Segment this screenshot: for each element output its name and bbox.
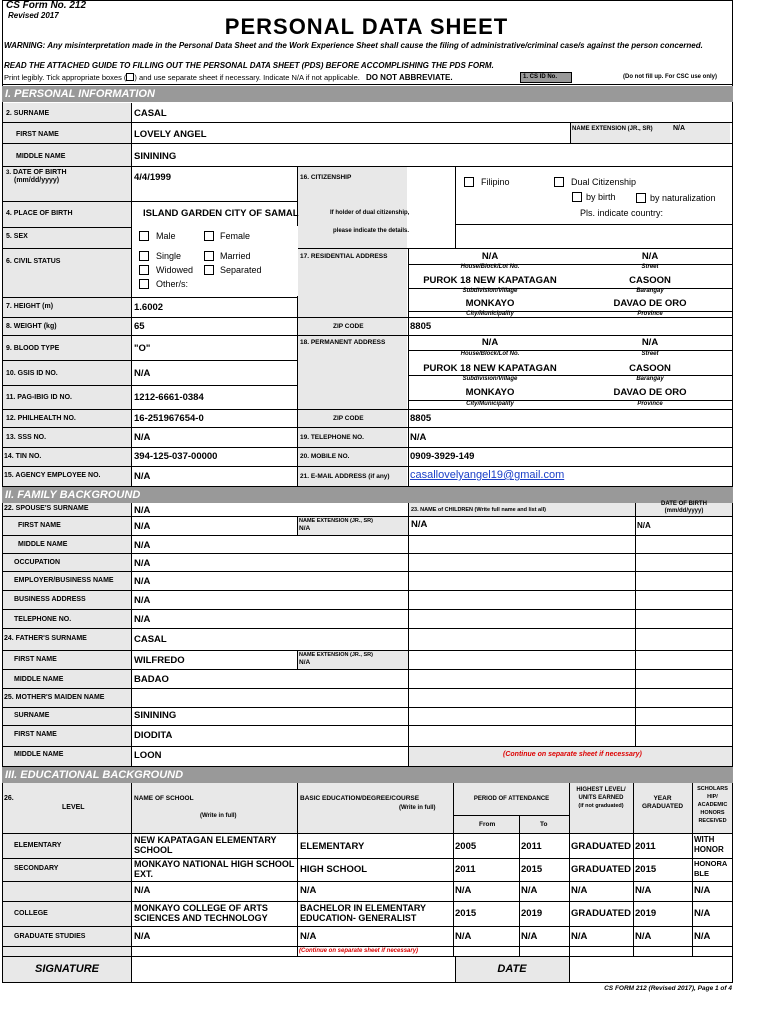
by-naturalization-label: by naturalization: [650, 193, 716, 203]
label-place-of-birth: 4. PLACE OF BIRTH: [6, 210, 73, 217]
father-first-value: WILFREDO: [134, 655, 185, 666]
edu-course-vocational: N/A: [300, 885, 317, 896]
edu-header-period: PERIOD OF ATTENDANCE: [473, 796, 550, 802]
label-mother-surname: SURNAME: [14, 712, 50, 719]
perm-street-caption: Street: [641, 351, 659, 357]
label-father-ext: NAME EXTENSION (JR., SR): [299, 652, 373, 658]
pagibig-value: 1212-6661-0384: [134, 392, 204, 403]
father-ext-value: N/A: [299, 659, 311, 666]
perm-zip-value: 8805: [410, 413, 432, 424]
label-sss: 13. SSS NO.: [6, 434, 47, 441]
civil-married-label: Married: [220, 251, 251, 261]
edu-from-elementary: 2005: [455, 841, 477, 852]
res-barangay-caption: Barangay: [636, 288, 664, 294]
label-spouse-middle: MIDDLE NAME: [18, 541, 68, 548]
citizenship-dual-checkbox[interactable]: [554, 177, 564, 187]
form-number: CS Form No. 212: [6, 0, 87, 11]
mobile-value: 0909-3929-149: [410, 451, 475, 462]
edu-to-vocational: N/A: [521, 885, 538, 896]
edu-from-secondary: 2011: [455, 864, 476, 875]
weight-value: 65: [134, 321, 145, 332]
perm-province-value: DAVAO DE ORO: [613, 387, 687, 398]
by-naturalization-checkbox[interactable]: [636, 193, 646, 203]
label-spouse-ext: NAME EXTENSION (JR., SR): [299, 518, 373, 524]
business-address-value: N/A: [134, 595, 151, 606]
section-family-background: II. FAMILY BACKGROUND: [2, 487, 733, 503]
edu-header-number: 26.: [4, 795, 14, 802]
label-father-middle: MIDDLE NAME: [14, 676, 64, 683]
edu-header-to: To: [540, 821, 548, 828]
res-house-caption: House/Block/Lot No.: [460, 264, 520, 270]
label-philhealth: 12. PHILHEALTH NO.: [6, 415, 76, 422]
edu-units-graduate: N/A: [571, 931, 588, 942]
citizenship-dual-label: Dual Citizenship: [571, 177, 637, 187]
edu-from-college: 2015: [455, 908, 477, 919]
res-street-value: N/A: [641, 251, 659, 262]
sex-male-checkbox[interactable]: [139, 231, 149, 241]
edu-to-secondary: 2015: [521, 864, 543, 875]
label-res-zip: ZIP CODE: [333, 323, 364, 330]
res-subdivision-caption: Subdivision/Village: [462, 288, 518, 294]
perm-city-value: MONKAYO: [465, 387, 515, 398]
sex-male-label: Male: [156, 231, 176, 241]
tin-value: 394-125-037-00000: [134, 451, 218, 462]
guide-text: READ THE ATTACHED GUIDE TO FILLING OUT THE PERSONAL DATA SHEET (PDS) BEFORE ACCOMPLISHING THE PDS FORM.: [4, 61, 494, 70]
edu-school-elementary: NEW KAPATAGAN ELEMENTARY SCHOOL: [134, 835, 277, 855]
warning-text: WARNING: Any misinterpretation made in the Personal Data Sheet and the Work Experience Sheet shall cause the filing of administrative/criminal case/s against the person concerned.: [4, 41, 703, 50]
perm-subdivision-value: PUROK 18 NEW KAPATAGAN: [423, 363, 557, 374]
edu-year-secondary: 2015: [635, 864, 657, 875]
place-of-birth-value: ISLAND GARDEN CITY OF SAMAL: [143, 208, 299, 219]
dual-note-1: If holder of dual citizenship,: [330, 210, 410, 216]
label-height: 7. HEIGHT (m): [6, 303, 54, 310]
edu-from-vocational: N/A: [455, 885, 472, 896]
civil-widowed-checkbox[interactable]: [139, 265, 149, 275]
res-city-value: MONKAYO: [465, 298, 515, 309]
label-tin: 14. TIN NO.: [4, 453, 42, 460]
label-gsis: 10. GSIS ID NO.: [6, 370, 58, 377]
label-mobile: 20. MOBILE NO.: [300, 453, 350, 460]
perm-subdivision-caption: Subdivision/Village: [462, 376, 518, 382]
child-name-value: N/A: [411, 519, 428, 530]
edu-year-elementary: 2011: [635, 841, 656, 852]
civil-single-label: Single: [156, 251, 182, 261]
edu-level-graduate: GRADUATE STUDIES: [14, 933, 86, 940]
telephone-value: N/A: [410, 432, 427, 443]
section-educational-background: III. EDUCATIONAL BACKGROUND: [2, 767, 733, 783]
edu-header-honors: SCHOLARS HIP/ ACADEMIC HONORS RECEIVED: [697, 786, 728, 824]
edu-school-secondary: MONKAYO NATIONAL HIGH SCHOOL EXT.: [134, 859, 295, 879]
page-title: PERSONAL DATA SHEET: [224, 14, 509, 39]
indicate-country-label: Pls. indicate country:: [580, 208, 664, 218]
civil-married-checkbox[interactable]: [204, 251, 214, 261]
res-province-caption: Province: [637, 311, 663, 317]
mother-first-value: DIODITA: [134, 730, 173, 741]
label-spouse-first: FIRST NAME: [18, 522, 61, 529]
edu-honors-college: N/A: [694, 908, 711, 919]
label-name-extension: NAME EXTENSION (JR., SR): [572, 126, 653, 132]
label-civil-status: 6. CIVIL STATUS: [6, 258, 61, 265]
edu-year-college: 2019: [635, 908, 657, 919]
gsis-value: N/A: [134, 368, 151, 379]
edu-year-graduate: N/A: [635, 931, 652, 942]
perm-province-caption: Province: [637, 401, 663, 407]
label-father-surname: 24. FATHER'S SURNAME: [4, 635, 87, 642]
edu-course-graduate: N/A: [300, 931, 317, 942]
perm-barangay-value: CASOON: [629, 363, 671, 374]
label-permanent-address: 18. PERMANENT ADDRESS: [300, 339, 386, 346]
family-continue-note: (Continue on separate sheet if necessary): [503, 751, 642, 758]
civil-single-checkbox[interactable]: [139, 251, 149, 261]
child-dob-value: N/A: [637, 521, 651, 530]
form-revised: Revised 2017: [8, 11, 59, 20]
edu-honors-vocational: N/A: [694, 885, 711, 896]
edu-honors-graduate: N/A: [694, 931, 711, 942]
email-link[interactable]: casallovelyangel19@gmail.com: [410, 469, 565, 481]
edu-course-secondary: HIGH SCHOOL: [300, 864, 368, 875]
res-street-caption: Street: [641, 264, 659, 270]
date-label: DATE: [497, 963, 527, 975]
middle-name-value: SININING: [134, 151, 177, 162]
label-employer: EMPLOYER/BUSINESS NAME: [14, 577, 114, 584]
label-child-dob: DATE OF BIRTH (mm/dd/yyyy): [661, 501, 707, 514]
edu-header-year: YEAR GRADUATED: [641, 795, 684, 810]
label-middle-name: MIDDLE NAME: [16, 153, 66, 160]
edu-school-graduate: N/A: [134, 931, 151, 942]
label-weight: 8. WEIGHT (kg): [6, 323, 57, 330]
perm-house-caption: House/Block/Lot No.: [460, 351, 520, 357]
edu-year-vocational: N/A: [635, 885, 652, 896]
label-blood-type: 9. BLOOD TYPE: [6, 345, 60, 352]
label-father-first: FIRST NAME: [14, 656, 57, 663]
edu-honors-secondary: HONORABLE: [694, 859, 728, 878]
edu-units-college: GRADUATED: [571, 908, 631, 919]
philhealth-value: 16-251967654-0: [134, 413, 204, 424]
edu-school-college: MONKAYO COLLEGE OF ARTS SCIENCES AND TECHNOLOGY: [134, 903, 268, 923]
height-value: 1.6002: [134, 302, 164, 313]
res-subdivision-value: PUROK 18 NEW KAPATAGAN: [423, 275, 557, 286]
edu-to-elementary: 2011: [521, 841, 542, 852]
label-date-of-birth: 3. DATE OF BIRTH (mm/dd/yyyy): [6, 169, 67, 184]
signature-field[interactable]: [132, 957, 454, 982]
res-zip-value: 8805: [410, 321, 432, 332]
edu-school-vocational: N/A: [134, 885, 151, 896]
label-residential-address: 17. RESIDENTIAL ADDRESS: [300, 253, 388, 260]
mother-surname-value: SININING: [134, 710, 177, 721]
label-pagibig: 11. PAG-IBIG ID NO.: [6, 394, 72, 401]
sex-female-label: Female: [220, 231, 251, 241]
first-name-value: LOVELY ANGEL: [134, 129, 207, 140]
edu-units-secondary: GRADUATED: [571, 864, 631, 875]
civil-others-label: Other/s:: [156, 279, 189, 289]
citizenship-filipino-checkbox[interactable]: [464, 177, 474, 187]
sss-value: N/A: [134, 432, 151, 443]
by-birth-checkbox[interactable]: [572, 192, 582, 202]
civil-separated-checkbox[interactable]: [204, 265, 214, 275]
label-telephone: 19. TELEPHONE NO.: [300, 434, 364, 441]
edu-header-from: From: [479, 821, 496, 828]
citizenship-filipino-label: Filipino: [481, 177, 510, 187]
edu-course-elementary: ELEMENTARY: [300, 841, 365, 852]
date-of-birth-value: 4/4/1999: [134, 172, 171, 183]
spouse-first-value: N/A: [134, 521, 151, 532]
edu-to-college: 2019: [521, 908, 543, 919]
civil-widowed-label: Widowed: [156, 265, 194, 275]
civil-others-checkbox[interactable]: [139, 279, 149, 289]
father-middle-value: BADAO: [134, 674, 169, 685]
spouse-telephone-value: N/A: [134, 614, 151, 625]
label-occupation: OCCUPATION: [14, 559, 61, 566]
education-continue-note: (Continue on separate sheet if necessary): [299, 948, 419, 954]
sex-female-checkbox[interactable]: [204, 231, 214, 241]
res-city-caption: City/Municipality: [466, 311, 514, 317]
agency-employee-value: N/A: [134, 471, 151, 482]
edu-level-elementary: ELEMENTARY: [14, 842, 62, 849]
civil-separated-label: Separated: [220, 265, 262, 275]
label-citizenship: 16. CITIZENSHIP: [300, 174, 352, 181]
res-province-value: DAVAO DE ORO: [613, 298, 687, 309]
edu-level-college: COLLEGE: [14, 910, 48, 917]
blood-type-value: "O": [134, 343, 151, 354]
edu-units-vocational: N/A: [571, 885, 588, 896]
dual-note-2: please indicate the details.: [333, 228, 410, 234]
surname-value: CASAL: [134, 108, 167, 119]
edu-units-elementary: GRADUATED: [571, 841, 631, 852]
edu-honors-elementary: WITH HONOR: [694, 835, 724, 854]
label-mother-middle: MIDDLE NAME: [14, 751, 64, 758]
label-sex: 5. SEX: [6, 233, 28, 240]
spouse-ext-value: N/A: [299, 525, 311, 532]
label-surname: 2. SURNAME: [6, 110, 50, 117]
edu-header-school: NAME OF SCHOOL: [134, 795, 194, 802]
employer-value: N/A: [134, 576, 151, 587]
edu-header-level: LEVEL: [62, 804, 85, 811]
edu-header-course-write: (Write in full): [399, 805, 436, 811]
perm-house-value: N/A: [481, 337, 499, 348]
cs-id-label: 1. CS ID No.: [520, 72, 572, 83]
cs-id-note: (Do not fill up. For CSC use only): [623, 74, 717, 80]
section-personal-information: I. PERSONAL INFORMATION: [2, 86, 733, 102]
label-first-name: FIRST NAME: [16, 131, 59, 138]
date-field[interactable]: [570, 957, 732, 982]
by-birth-label: by birth: [586, 192, 616, 202]
label-spouse-surname: 22. SPOUSE'S SURNAME: [4, 505, 89, 512]
edu-header-units: HIGHEST LEVEL/ UNITS EARNED (if not graduated): [576, 787, 626, 809]
perm-street-value: N/A: [641, 337, 659, 348]
label-agency-employee-no: 15. AGENCY EMPLOYEE NO.: [4, 472, 101, 479]
perm-barangay-caption: Barangay: [636, 376, 664, 382]
edu-from-graduate: N/A: [455, 931, 472, 942]
edu-course-college: BACHELOR IN ELEMENTARY EDUCATION- GENERALIST: [300, 903, 426, 923]
label-mother-maiden: 25. MOTHER'S MAIDEN NAME: [4, 694, 105, 701]
mother-middle-value: LOON: [134, 750, 162, 761]
label-business-address: BUSINESS ADDRESS: [14, 596, 86, 603]
perm-city-caption: City/Municipality: [466, 401, 514, 407]
edu-to-graduate: N/A: [521, 931, 538, 942]
print-instruction: Print legibly. Tick appropriate boxes ( ) and use separate sheet if necessary. Indicate N/A if not applicable. DO NOT ABBREVIATE.: [4, 73, 453, 82]
edu-header-school-write: (Write in full): [200, 813, 237, 819]
father-surname-value: CASAL: [134, 634, 167, 645]
res-barangay-value: CASOON: [629, 275, 671, 286]
res-house-value: N/A: [481, 251, 499, 262]
label-perm-zip: ZIP CODE: [333, 415, 364, 422]
edu-header-course: BASIC EDUCATION/DEGREE/COURSE: [300, 795, 420, 802]
edu-level-secondary: SECONDARY: [14, 865, 59, 872]
signature-label: SIGNATURE: [35, 963, 99, 975]
label-email: 21. E-MAIL ADDRESS (if any): [300, 473, 390, 480]
occupation-value: N/A: [134, 558, 151, 569]
page-footer: CS FORM 212 (Revised 2017), Page 1 of 4: [604, 985, 732, 992]
label-mother-first: FIRST NAME: [14, 731, 57, 738]
name-extension-value: N/A: [673, 125, 686, 132]
label-children: 23. NAME of CHILDREN (Write full name and list all): [411, 507, 546, 513]
spouse-surname-value: N/A: [134, 505, 151, 516]
spouse-middle-value: N/A: [134, 540, 151, 551]
label-spouse-telephone: TELEPHONE NO.: [14, 616, 72, 623]
